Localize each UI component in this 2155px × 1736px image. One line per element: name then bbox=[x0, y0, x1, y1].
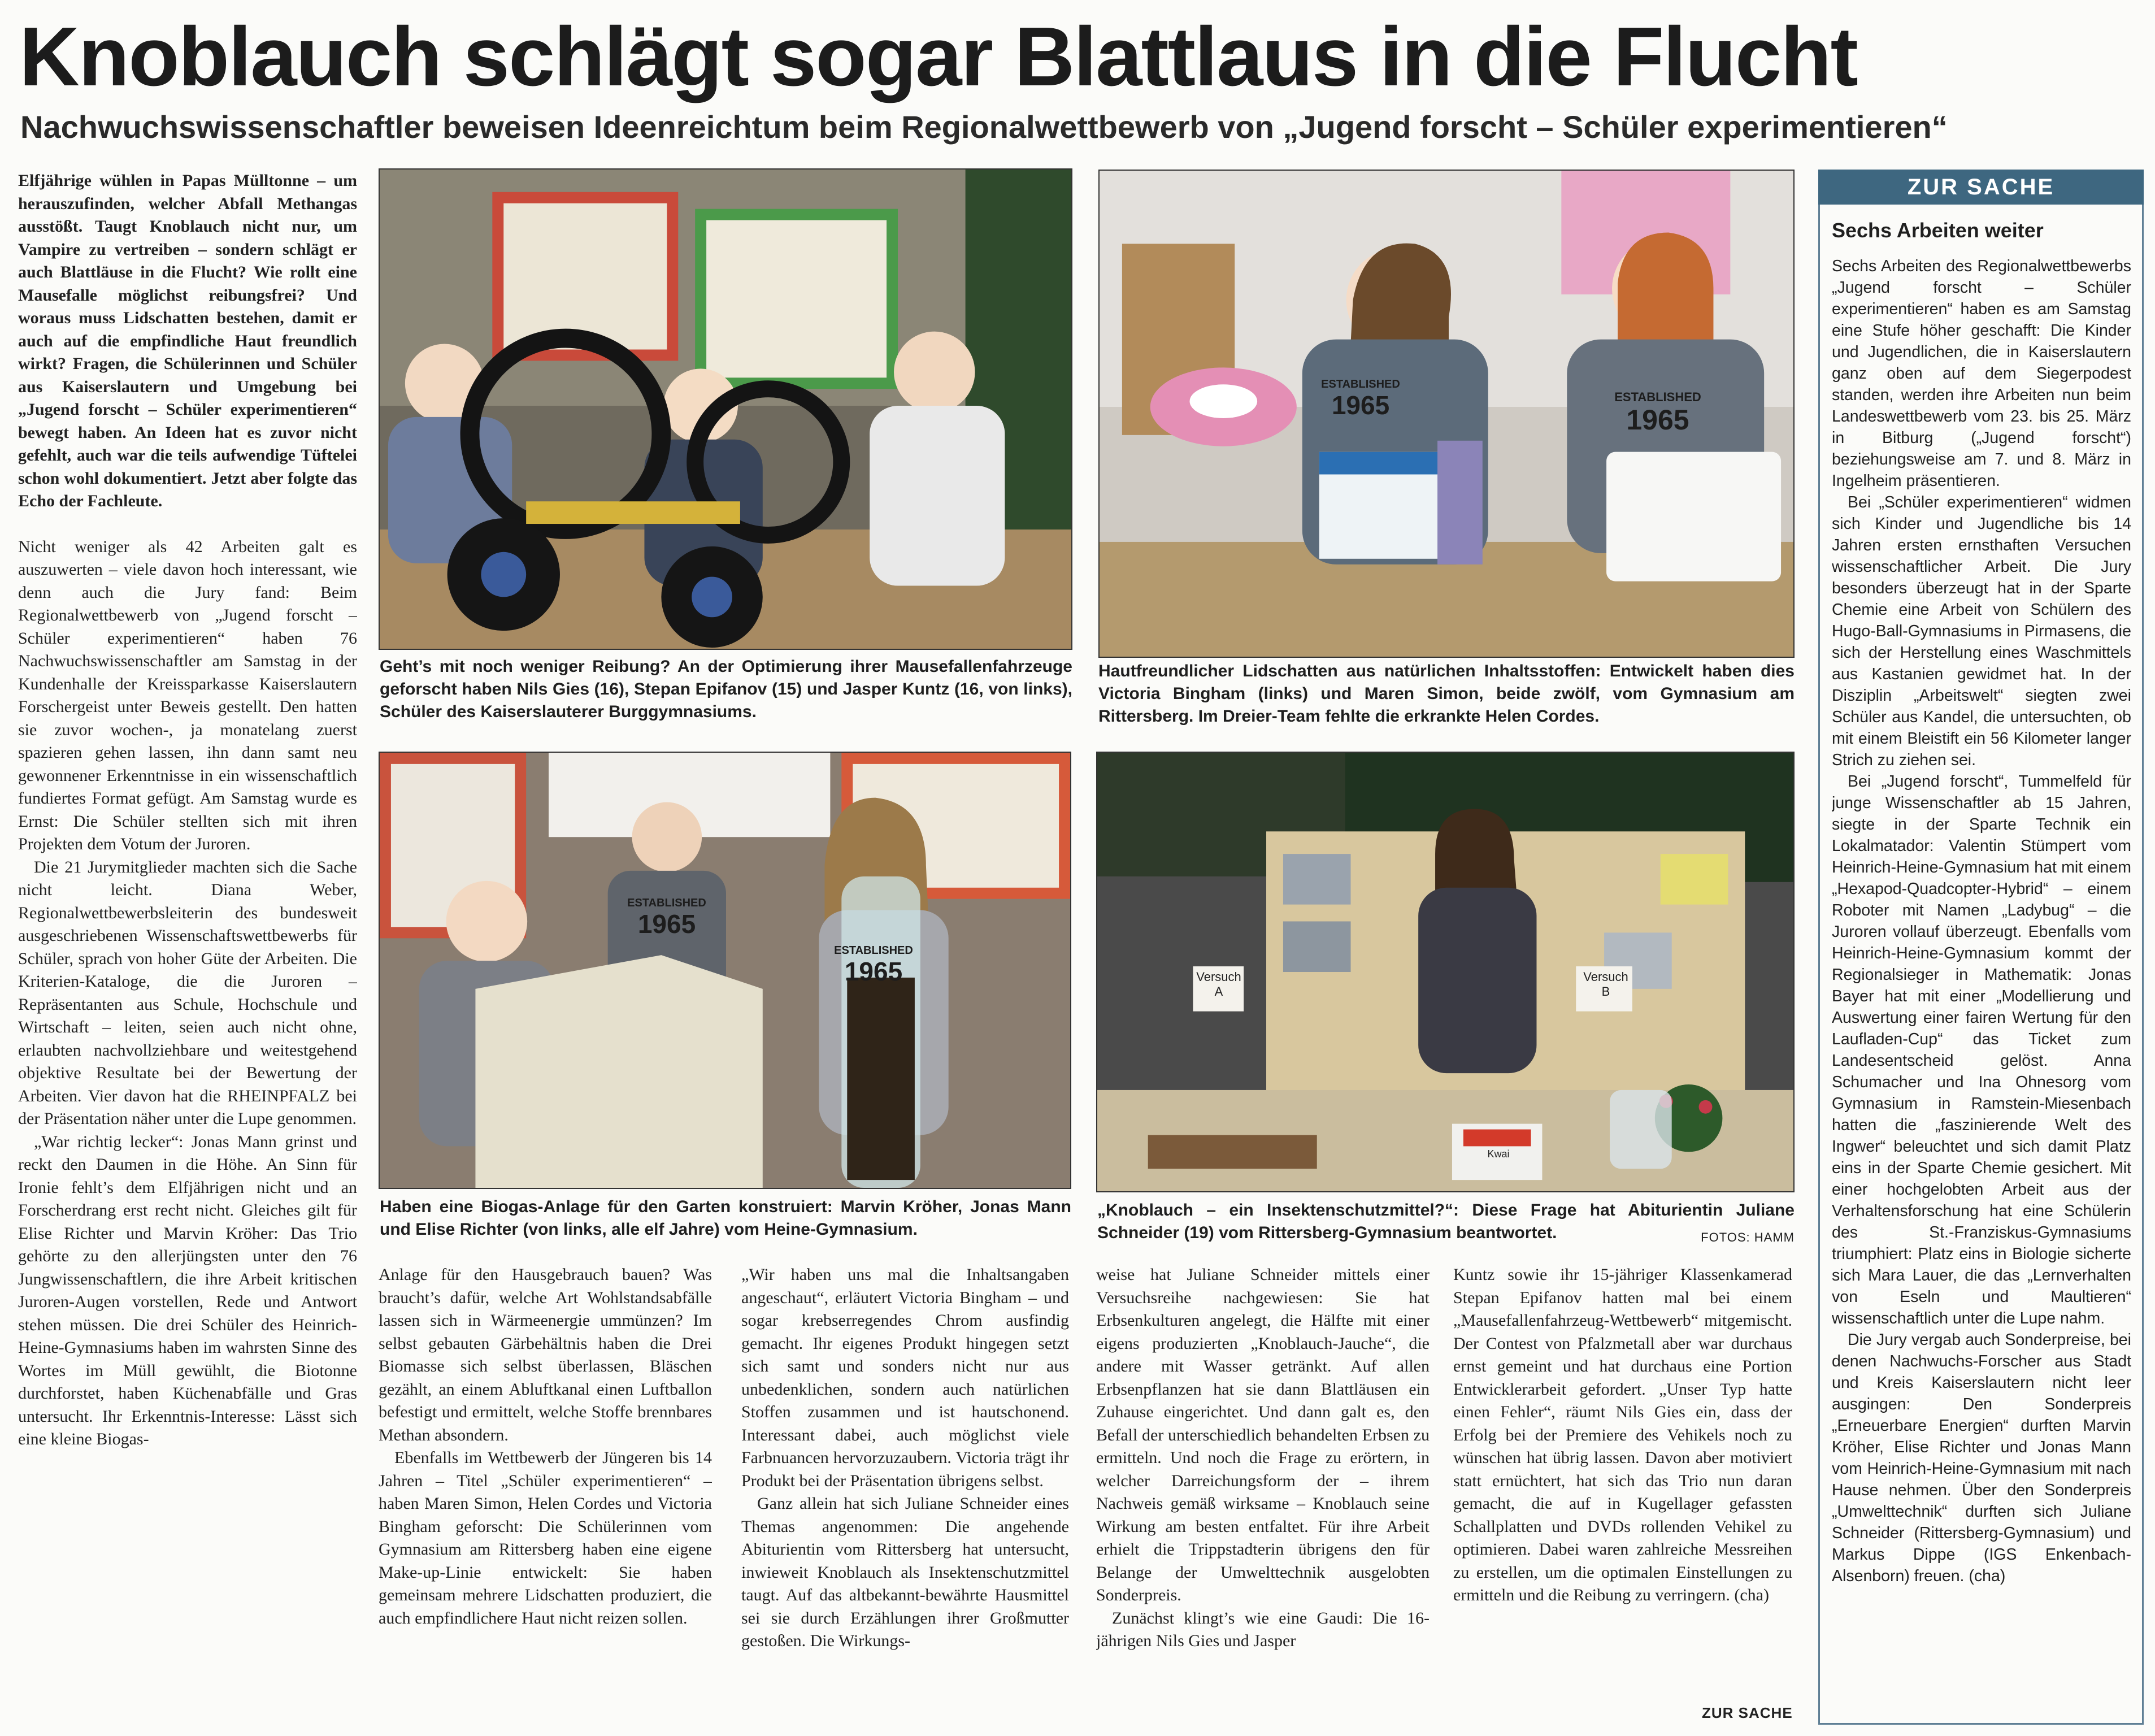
article-column-2 bbox=[379, 1264, 712, 1721]
subheadline: Nachwuchswissenschaftler beweisen Ideenreichtum beim Regionalwettbewerb von „Jugend forscht – Schüler experimentieren“ bbox=[20, 109, 1948, 145]
photo-mousetrap-car bbox=[379, 168, 1072, 650]
photo-biogas-image bbox=[380, 753, 1070, 1188]
caption-photo-biogas: Haben eine Biogas-Anlage für den Garten konstruiert: Marvin Kröher, Jonas Mann und Elise Richter (von links, alle elf Jahre) vom Heine-Gymnasium. bbox=[380, 1197, 1071, 1239]
sidebar-text bbox=[1832, 255, 2131, 1713]
shirt-text-1 bbox=[1310, 377, 1411, 419]
body-paragraph: Anlage für den Hausgebrauch bauen? Was braucht’s dafür, welche Art Wohlstandsabfälle lassen sich in Wärmeenergie ummünzen? Im selbst gebauten Gärbehältnis haben die Drei Biomasse sich selbst überlassen, Bläschen gezählt, an einem Abluftkanal einen Luftballon befestigt und ermittelt, welche Stoffe brennbares Methan absondern. bbox=[379, 1265, 712, 1444]
shirt-established: ESTABLISHED bbox=[1614, 390, 1701, 404]
body-paragraph: „Wir haben uns mal die Inhaltsangaben angeschaut“, erläutert Victoria Bingham – und sogar krebserregendes Chrom ausfindig gemacht. Ihr eigenes Produkt hingegen setzt sich samt und sonders nicht nur aus unbedenklichen, sondern auch natürlichen Stoffen zusammen und ist hautschonend. Interessant dabei, auch möglichst viele Farbnuancen hervorzuzaubern. Victoria trägt ihr Produkt bei der Präsentation übrigens selbst. bbox=[741, 1265, 1069, 1490]
lead-paragraph: Elfjährige wühlen in Papas Mülltonne – um herauszufinden, welcher Abfall Methangas ausstößt. Taugt Knoblauch nicht nur, um Vampire zu vertreiben – sondern schlägt er auch Blattläuse in die Flucht? Wie rollt eine Mausefalle möglichst reibungsfrei? Und woraus muss Lidschatten bestehen, damit er auch auf die empfindliche Haut freundlich wirkt? Fragen, die Schülerinnen und Schüler aus Kaiserslautern und Umgebung bei „Jugend forscht – Schüler experimentieren“ bewegt haben. An Ideen hat es zuvor nicht gefehlt, auch war die teils aufwendige Tüftelei schon wohl dokumentiert. Jetzt aber folgte das Echo der Fachleute. bbox=[18, 171, 357, 510]
article-column-5 bbox=[1453, 1264, 1792, 1702]
article-column-1 bbox=[18, 170, 357, 1725]
sidebar-paragraph: Bei „Schüler experimentieren“ widmen sich Kinder und Jugendliche bis 14 Jahren ersten ernsthaften Versuchen wissenschaftlicher Arbeit. Die Jury besonders überzeugt hat in der Sparte Chemie eine Arbeit von Schülern des Hugo-Ball-Gymnasiums in Pirmasens, die sich der Herstellung eines Waschmittels aus Kastanien gewidmet hat. In der Disziplin „Arbeitswelt“ siegten zwei Schüler aus Kandel, die untersuchten, ob mit einem Bleistift ein 56 Kilometer langer Strich zu ziehen sei. bbox=[1832, 493, 2131, 769]
sign-versuch-a: Versuch A bbox=[1196, 970, 1241, 999]
shirt-established: ESTABLISHED bbox=[834, 944, 913, 957]
photo-biogas bbox=[379, 752, 1071, 1189]
body-paragraph: Zunächst klingt’s wie eine Gaudi: Die 16-jährigen Nils Gies und Jasper bbox=[1096, 1608, 1430, 1650]
shirt-text-2 bbox=[1601, 390, 1714, 435]
sidebar-title: Sechs Arbeiten weiter bbox=[1832, 219, 2044, 242]
shirt-year: 1965 bbox=[844, 957, 903, 986]
product-label: Kwai bbox=[1487, 1148, 1510, 1160]
caption-photo-eyeshadow: Hautfreundlicher Lidschatten aus natürlichen Inhaltsstoffen: Entwickelt haben dies Victoria Bingham (links) und Maren Simon, beide zwölf, vom Gymnasium am Rittersberg. Im Dreier-Team fehlte die erkrankte Helen Cordes. bbox=[1098, 662, 1795, 726]
headline: Knoblauch schlägt sogar Blattlaus in die Flucht bbox=[19, 10, 1857, 103]
sidebar-paragraph: Die Jury vergab auch Sonderpreise, bei denen Nachwuchs-Forscher aus Stadt und Kreis Kaiserslautern nicht leer ausgingen: Den Sonderpreis „Erneuerbare Energien“ durften Marvin Kröher, Elise Richter und Jonas Mann vom Heinrich-Heine-Gymnasium mit nach Hause nehmen. Über den Sonderpreis „Umwelttechnik“ durften sich Juliane Schneider (Rittersberg-Gymnasium) und Markus Dippe (IGS Enkenbach-Alsenborn) freuen. (cha) bbox=[1832, 1331, 2131, 1585]
shirt-established: ESTABLISHED bbox=[1321, 378, 1400, 390]
shirt-text-4 bbox=[823, 944, 924, 986]
body-paragraph: Ganz allein hat sich Juliane Schneider eines Themas angenommen: Die angehende Abiturientin vom Rittersberg hat untersucht, inwieweit Knoblauch als Insektenschutzmittel taugt. Auf das altbekannt-bewährte Hausmittel sei sie durch Erzählungen ihrer Großmutter gestoßen. Die Wirkungs- bbox=[741, 1494, 1069, 1650]
article-column-4 bbox=[1096, 1264, 1430, 1721]
body-paragraph: Ebenfalls im Wettbewerb der Jüngeren bis 14 Jahren – Titel „Schüler experimentieren“ – haben Maren Simon, Helen Cordes und Victoria Bingham geforscht: Die Schülerinnen vom Gymnasium am Rittersberg haben eine eigene Make-up-Linie entwickelt: Sie haben gemeinsam mehrere Lidschatten produziert, die auch empfindlichere Haut nicht reizen sollen. bbox=[379, 1448, 712, 1628]
photo-credit: FOTOS: HAMM bbox=[1701, 1230, 1795, 1244]
sign-versuch-b: Versuch B bbox=[1583, 970, 1628, 999]
jump-note: ZUR SACHE bbox=[1702, 1704, 1793, 1721]
sidebar-paragraph: Sechs Arbeiten des Regionalwettbewerbs „Jugend forscht – Schüler experimentieren“ haben es am Samstag eine Stufe höher geschafft: Die Kinder und Jugendlichen, die in Kaiserslautern ganz oben auf dem Siegerpodest standen, werden ihre Arbeiten nun beim Landeswettbewerb vom 23. bis 25. März in Bitburg („Jugend forscht“) beziehungsweise am 7. und 8. März in Ingelheim präsentieren. bbox=[1832, 257, 2131, 490]
photo-garlic bbox=[1096, 752, 1795, 1192]
shirt-year: 1965 bbox=[637, 909, 696, 939]
caption-photo-garlic-text: „Knoblauch – ein Insektenschutzmittel?“: Diese Frage hat Abiturientin Juliane Schneider (19) vom Rittersberg-Gymnasium beantwortet. bbox=[1097, 1201, 1795, 1242]
article-column-3 bbox=[741, 1264, 1069, 1721]
body-paragraph: Nicht weniger als 42 Arbeiten galt es auszuwerten – viele davon hoch interessant, wie denn auch die Jury fand: Beim Regionalwettbewerb von „Jugend forscht – Schüler experimentieren“ haben 76 Nachwuchswissenschaftler am Samstag in der Kundenhalle der Kreissparkasse Kaiserslautern Forschergeist unter Beweis gestellt. Den hatten sie zuvor wochen-, ja monatelang zuerst spazieren gehen lassen, ihn dann samt neu gewonnener Erkenntnisse in ein wissenschaftlich fundiertes Format gefügt. Am Samstag wurde es Ernst: Die Schüler stellten sich mit ihren Projekten dem Votum der Juroren. bbox=[18, 537, 357, 853]
caption-photo-mousetrap-car: Geht’s mit noch weniger Reibung? An der Optimierung ihrer Mausefallenfahrzeuge geforscht haben Nils Gies (16), Stepan Epifanov (15) und Jasper Kuntz (16, von links), Schüler des Kaiserslauterer Burggymnasiums. bbox=[380, 657, 1072, 721]
shirt-established: ESTABLISHED bbox=[627, 897, 706, 909]
body-paragraph: weise hat Juliane Schneider mittels einer Versuchsreihe nachgewiesen: Sie hat Erbsenkulturen angelegt, die Hälfte mit einer eigens produzierten „Knoblauch-Jauche“, die andere mit Wasser getränkt. Auf allen Erbsenpflanzen hat sie dann Blattläusen ein Zuhause eingerichtet. Und dann galt es, den Befall der unterschiedlich behandelten Erbsen zu ermitteln. Und noch die Frage zu erörtern, in welcher Darreichungsform der – ihrem Nachweis gemäß wirksame – Knoblauch seine Wirkung am besten entfaltet. Für ihre Arbeit erhielt die Trippstadterin übrigens den für Belange der Umwelttechnik ausgelobten Sonderpreis. bbox=[1096, 1265, 1430, 1604]
shirt-year: 1965 bbox=[1331, 390, 1390, 420]
caption-photo-garlic bbox=[1097, 1199, 1795, 1249]
sidebar-tag: ZUR SACHE bbox=[1818, 170, 2144, 205]
body-paragraph: Kuntz sowie ihr 15-jähriger Klassenkamerad Stepan Epifanov hatten mal bei einem „Mausefallenfahrzeug-Wettbewerb“ mitgemischt. Der Contest von Pfalzmetall aber war durchaus ernst gemeint und hat durchaus eine Portion Entwicklerarbeit gefordert. „Unser Typ hatte einen Fehler“, räumt Nils Gies ein, dass der Erfolg bei der Premiere des Vehikels noch zu wünschen hat übrig lassen. Davon aber motiviert statt ernüchtert, hat sich das Trio nun daran gemacht, die auf in Kugellager gefassten Schallplatten und DVDs rollenden Vehikel zu optimieren. Dabei waren zahlreiche Messreihen zu erstellen, um die optimalen Einstellungen zu ermitteln und die Reibung zu verringern. (cha) bbox=[1453, 1265, 1792, 1604]
body-paragraph: Die 21 Jurymitglieder machten sich die Sache nicht leicht. Diana Weber, Regionalwettbewerbsleiterin des bundesweit ausgeschriebenen Wissenschaftswettbewerbs für Schüler, sprach von hoher Güte der Arbeiten. Die Kriterien-Kataloge, die die Juroren – Repräsentanten aus Schule, Hochschule und Wirtschaft – leiten, seien auch nicht ohne, erlaubten nachvollziehbare und weitestgehend objektive Resultate bei der Bewertung der Arbeiten. Vier davon hat die RHEINPFALZ bei der Präsentation näher unter die Lupe genommen. bbox=[18, 857, 357, 1128]
shirt-year: 1965 bbox=[1626, 404, 1689, 436]
photo-mousetrap-car-image bbox=[380, 170, 1071, 649]
sidebar-paragraph: Bei „Jugend forscht“, Tummelfeld für junge Wissenschaftler ab 15 Jahren, siegte in der Sparte Technik ein Lokalmatador: Valentin Stümpert vom Heinrich-Heine-Gymnasium hat mit einem „Hexapod-Quadcopter-Hybrid“ – einem Roboter mit Namen „Ladybug“ – die Juroren vollauf überzeugt. Ebenfalls vom Heinrich-Heine-Gymnasium kommt der Regionalsieger in Mathematik: Jonas Bayer hat mit einer „Modellierung und Auswertung einer fairen Wertung für den Laufladen-Cup“ das Ticket zum Landesentscheid gelöst. Anna Schumacher und Ina Ohnesorg vom Gymnasium in Ramstein-Miesenbach hatten die „faszinierende Welt des Ingwer“ beleuchtet und sich damit Platz eins in der Sparte Chemie gesichert. Mit einer hochgelobten Arbeit aus der Verhaltensforschung hat eine Schülerin des St.-Franziskus-Gymnasiums triumphiert: Platz eins in Biologie sicherte sich Mara Lauer, die das „Lernverhalten von Eseln und Maultieren“ wissenschaftlich unter die Lupe nahm. bbox=[1832, 772, 2131, 1327]
body-paragraph: „War richtig lecker“: Jonas Mann grinst und reckt den Daumen in die Höhe. An Sinn für Ironie fehlt’s dem Elfjährigen nicht und an Forscherdrang erst recht nicht. Gleiches gilt für Elise Richter und Marvin Kröher: Das Trio gehörte zu den allerjüngsten unter den 76 Jungwissenschaftlern, die ihre Arbeit kritischen Juroren-Augen vorstellen, Rede und Antwort stehen müssen. Die drei Schüler des Heinrich-Heine-Gymnasiums haben im wahrsten Sinne des Wortes im Müll gewühlt, die Biotonne durchforstet, haben Küchenabfälle und Gras untersucht. Ihr Erkenntnis-Interesse: Lässt sich eine kleine Biogas- bbox=[18, 1132, 357, 1448]
shirt-text-3 bbox=[610, 896, 723, 938]
